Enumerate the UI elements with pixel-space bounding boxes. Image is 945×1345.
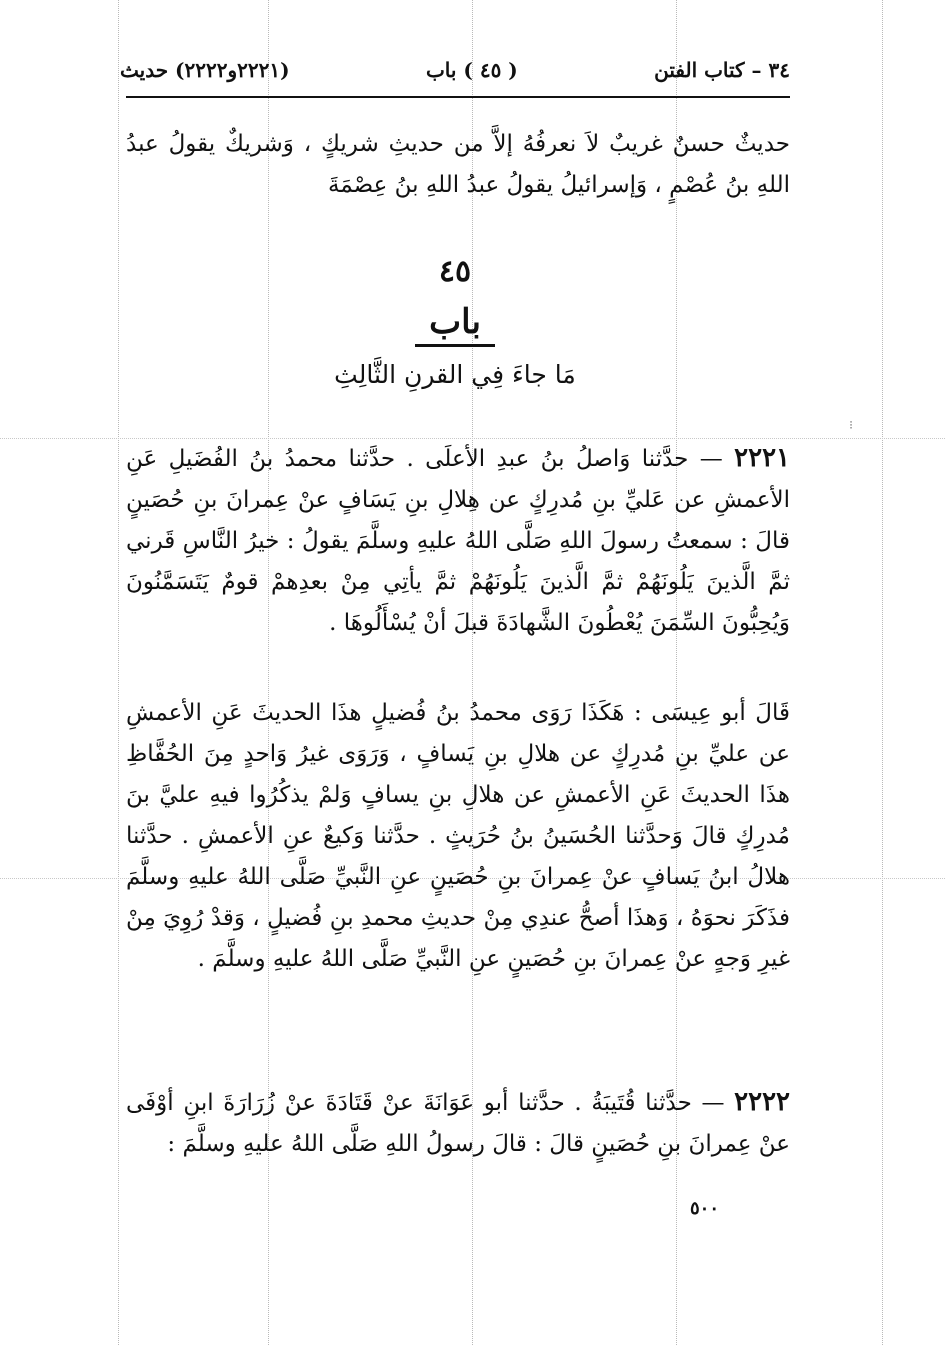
abu-isa-commentary: قَالَ أبو عِيسَى : هَكَذَا رَوَى محمدُ بنُ فُضيلٍ هذَا الحديثَ عَنِ الأعمشِ عن عليِّ بنِ مُدرِكٍ عن هلالِ بنِ يَسافٍ ، وَرَوَى غيرُ وَاحدٍ مِنَ الحُفَّاظِ هذَا الحديثَ عَنِ الأعمشِ عن هلالِ بنِ يسافٍ وَلمْ يذكُرُوا فيهِ عليَّ بنَ مُدرِكٍ قالَ وَحدَّثنا الحُسَينُ بنُ حُرَيثٍ . حدَّثنا وَكيعٌ عنِ الأعمشِ . حدَّثنا هلالُ ابنُ يَسافٍ عنْ عِمرانَ بنِ حُصَينٍ عنِ النَّبيِّ صَلَّى اللهُ عليهِ وسلَّمَ فذَكَرَ نحوَهُ ، وَهذَا أصحُّ عندِي مِنْ حديثِ محمدِ بنِ فُضيلٍ ، وَقدْ رُوِيَ مِنْ غيرِ وَجهٍ عنْ عِمرانَ بنِ حُصَينٍ عنِ النَّبيِّ صَلَّى اللهُ عليهِ وسلَّمَ . [126, 700, 790, 972]
header-book-title: ٣٤ – كتاب الفتن [654, 58, 790, 82]
scan-speck-icon: ⁝ [849, 418, 853, 432]
chapter-heading [120, 302, 790, 347]
header-chapter: ( ٤٥ ) باب [425, 58, 518, 82]
scan-dotted-line [882, 0, 883, 1345]
chapter-number: ٤٥ [438, 254, 472, 289]
hadith-2222 [126, 1082, 790, 1165]
intro-paragraph: حديثٌ حسنٌ غريبٌ لاَ نعرفُهُ إلاَّ من حديثِ شريكٍ ، وَشريكٌ يقولُ عبدُ اللهِ بنُ عُصْمٍ ، وَإسرائيلُ يقولُ عبدُ اللهِ بنُ عِصْمَةَ [126, 131, 790, 198]
hadith-number: ٢٢٢١ [734, 443, 790, 473]
hadith-text: — حدَّثنا قُتَيبَةُ . حدَّثنا أبو عَوَانَةَ عنْ قَتَادَةَ عنْ زُرَارَةَ ابنِ أوْفَى عنْ عِمرانَ بنِ حُصَينٍ قالَ : قالَ رسولُ اللهِ صَلَّى اللهُ عليهِ وسلَّمَ : [126, 1090, 790, 1157]
scan-dotted-line [118, 0, 119, 1345]
hadith-number: ٢٢٢٢ [734, 1087, 791, 1117]
hadith-2221 [126, 438, 790, 644]
chapter-word: باب [415, 302, 495, 347]
hadith-text: — حدَّثنا وَاصلُ بنُ عبدِ الأعلَى . حدَّثنا محمدُ بنُ الفُضَيلِ عَنِ الأعمشِ عن عَليِّ بنِ مُدرِكٍ عن هِلالِ بنِ يَسَافٍ عنْ عِمرانَ بنِ حُصَينٍ قالَ : سمعتُ رسولَ اللهِ صَلَّى اللهُ عليهِ وسلَّمَ يقولُ : خيرُ النَّاسِ قَرني ثمَّ الَّذينَ يَلُونَهُمْ ثمَّ الَّذينَ يَلُونَهُمْ ثمَّ يأتِي مِنْ بعدِهمْ قومٌ يَتَسَمَّنُونَ وَيُحِبُّونَ السِّمَنَ يُعْطُونَ الشَّهادَةَ قبلَ أنْ يُسْأَلُوهَا . [126, 446, 790, 636]
running-header [120, 50, 790, 90]
chapter-title: مَا جاءَ فِي القرنِ الثَّالِثِ [334, 360, 576, 389]
header-hadith-range: (٢٢٢١و٢٢٢٢) حديث [120, 58, 290, 82]
page-number: ٥٠٠ [690, 1198, 720, 1219]
header-rule [126, 96, 790, 98]
book-page [120, 40, 853, 1320]
